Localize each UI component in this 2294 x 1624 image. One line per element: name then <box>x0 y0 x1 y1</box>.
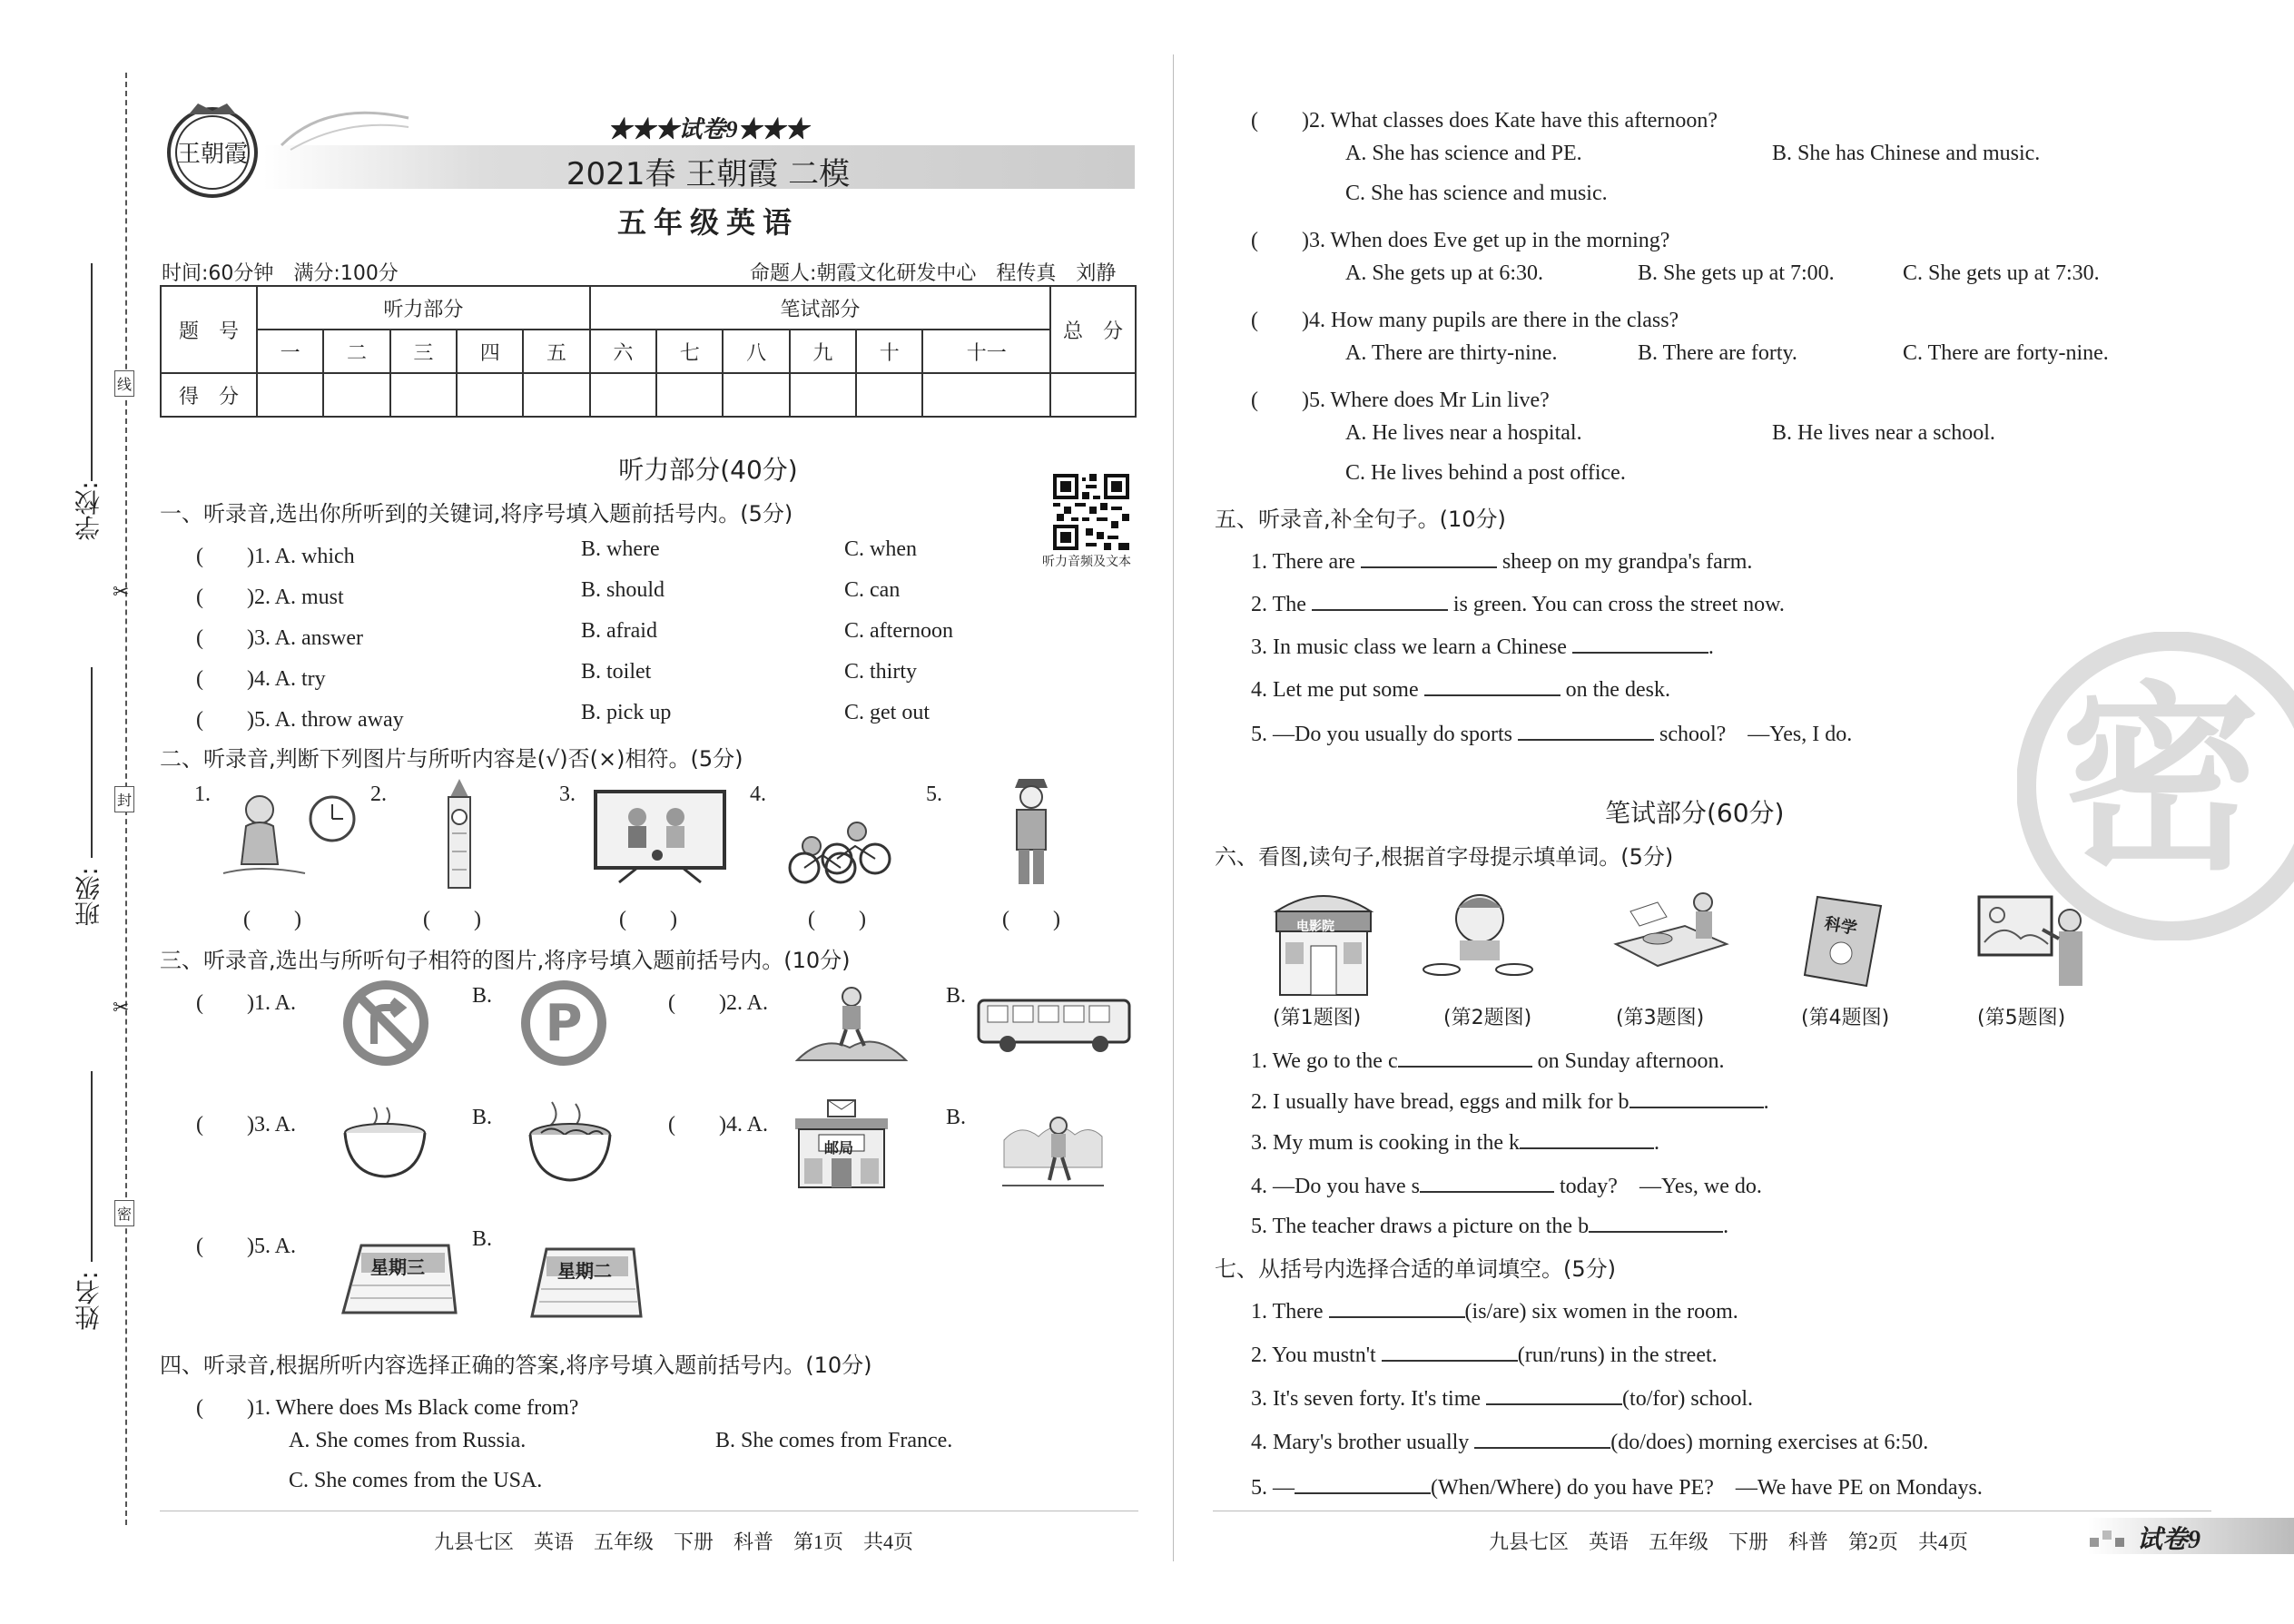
s5-line-3 <box>1251 630 1714 660</box>
cinema-picture <box>1267 886 1380 1002</box>
s7-line-5 <box>1251 1469 1983 1501</box>
s6-line-4 <box>1251 1167 1762 1199</box>
calendar-tuesday-text: 星期二 <box>557 1260 612 1282</box>
footer-right: 九县七区 英语 五年级 下册 科普 第2页 共4页 <box>1489 1530 1969 1553</box>
s6-1-pre: 1. We go to the c <box>1251 1049 1398 1073</box>
answer-blank[interactable] <box>1486 1382 1622 1405</box>
s5-1-post: sheep on my grandpa's farm. <box>1501 550 1753 574</box>
s4-q2-b: B. She has Chinese and music. <box>1772 142 2041 165</box>
s4-q1-c: C. She comes from the USA. <box>289 1469 543 1492</box>
judge-bracket-5[interactable]: ( ) <box>1002 908 1060 931</box>
num-cell: 四 <box>457 330 523 373</box>
s6-4-post: today? —Yes, we do. <box>1559 1175 1762 1198</box>
class-underline <box>91 667 93 858</box>
s7-1-post: (is/are) six women in the room. <box>1464 1300 1738 1324</box>
calendar-wednesday-text: 星期三 <box>370 1256 425 1278</box>
scissors-icon: ✂ <box>113 581 130 604</box>
watermark-char: 密 <box>2061 664 2261 897</box>
caption-5: (第5题图) <box>1977 1007 2066 1029</box>
s3-q4: ( )4. A. <box>668 1113 768 1137</box>
writing-title: 笔试部分(60分) <box>1605 798 1785 828</box>
walking-boy-picture <box>795 980 908 1068</box>
s7-2-post: (run/runs) in the street. <box>1517 1343 1718 1367</box>
q2-c: C. can <box>844 578 901 602</box>
s7-line-2 <box>1251 1338 1718 1368</box>
s5-5-pre: 5. —Do you usually do sports <box>1251 723 1512 746</box>
authors: 命题人:朝霞文化研发中心 程传真 刘静 <box>750 262 1117 285</box>
s5-5-post: school? —Yes, I do. <box>1659 723 1853 746</box>
s6-line-2 <box>1251 1085 1769 1115</box>
answer-blank[interactable] <box>1474 1425 1610 1449</box>
s7-4-post: (do/does) morning exercises at 6:50. <box>1610 1431 1929 1454</box>
answer-blank[interactable] <box>1589 1209 1723 1233</box>
s3-q3-b: B. <box>472 1106 493 1129</box>
s4-q2-a: A. She has science and PE. <box>1345 142 1582 165</box>
pic-num-3: 3. <box>559 782 576 806</box>
num-cell: 十一 <box>922 330 1050 373</box>
q5-a: ( )5. A. throw away <box>196 708 404 732</box>
answer-blank[interactable] <box>1312 587 1448 611</box>
s5-4-post: on the desk. <box>1565 678 1670 702</box>
footer-badge-squares <box>2090 1525 2133 1554</box>
answer-blank[interactable] <box>1572 630 1708 654</box>
s4-q1: ( )1. Where does Ms Black come from? <box>196 1396 579 1420</box>
s3-q1-b: B. <box>472 984 493 1008</box>
s7-line-1 <box>1251 1294 1738 1324</box>
score-cell[interactable] <box>323 373 389 417</box>
s6-3-pre: 3. My mum is cooking in the k <box>1251 1131 1520 1155</box>
zoo-man-picture <box>1002 1104 1104 1195</box>
caption-3: (第3题图) <box>1616 1007 1705 1029</box>
s3-q3: ( )3. A. <box>196 1113 296 1137</box>
s6-line-3 <box>1251 1126 1659 1156</box>
s4-q5: ( )5. Where does Mr Lin live? <box>1251 389 1550 412</box>
section-2-title: 二、听录音,判断下列图片与所听内容是(√)否(×)相符。(5分) <box>160 746 743 772</box>
answer-blank[interactable] <box>1420 1169 1554 1193</box>
section-6-title: 六、看图,读句子,根据首字母提示填单词。(5分) <box>1215 844 1674 870</box>
total-header: 总 分 <box>1050 286 1136 373</box>
seal-mark-line: 线 <box>114 370 134 397</box>
judge-bracket-1[interactable]: ( ) <box>243 908 301 931</box>
score-cell[interactable] <box>922 373 1050 417</box>
q1-a: ( )1. A. which <box>196 545 355 568</box>
q1-b: B. where <box>581 537 660 561</box>
s4-q4-c: C. There are forty-nine. <box>1903 341 2109 365</box>
score-cell[interactable] <box>390 373 457 417</box>
num-cell: 三 <box>390 330 457 373</box>
s7-4-pre: 4. Mary's brother usually <box>1251 1431 1470 1454</box>
answer-blank[interactable] <box>1629 1085 1764 1108</box>
pic-num-5: 5. <box>926 782 942 806</box>
svg-text:P: P <box>545 994 583 1053</box>
s6-5-post: . <box>1723 1215 1729 1238</box>
scissors-icon: ✂ <box>113 997 130 1019</box>
soup-bowl-picture <box>341 1104 428 1184</box>
score-cell[interactable] <box>257 373 323 417</box>
qr-caption: 听力音频及文本 <box>1042 555 1131 569</box>
caption-1: (第1题图) <box>1273 1007 1362 1029</box>
section-1-title: 一、听录音,选出你所听到的关键词,将序号填入题前括号内。(5分) <box>160 501 793 527</box>
s7-5-pre: 5. — <box>1251 1476 1295 1500</box>
s5-2-post: is green. You can cross the street now. <box>1452 593 1785 616</box>
s4-q1-a: A. She comes from Russia. <box>289 1429 527 1452</box>
listening-header: 听力部分 <box>257 286 590 330</box>
cinema-sign: 电影院 <box>1296 920 1334 934</box>
s7-3-pre: 3. It's seven forty. It's time <box>1251 1387 1482 1411</box>
s4-q3: ( )3. When does Eve get up in the morning? <box>1251 229 1670 252</box>
girl-clock-picture <box>205 782 359 886</box>
score-table <box>160 285 1137 418</box>
caption-4: (第4题图) <box>1801 1007 1890 1029</box>
s5-line-5 <box>1251 715 1852 747</box>
page-title: 2021春 王朝霞 二模 <box>566 156 851 192</box>
s6-3-post: . <box>1654 1131 1659 1155</box>
score-cell[interactable] <box>590 373 656 417</box>
tv-football-picture <box>592 788 728 891</box>
answer-blank[interactable] <box>1295 1471 1431 1494</box>
pic-num-2: 2. <box>370 782 387 806</box>
answer-blank[interactable] <box>1398 1044 1532 1068</box>
num-cell: 五 <box>523 330 589 373</box>
s3-q4-b: B. <box>946 1106 967 1129</box>
s3-q5: ( )5. A. <box>196 1235 296 1258</box>
s5-4-pre: 4. Let me put some <box>1251 678 1419 702</box>
section-7-title: 七、从括号内选择合适的单词填空。(5分) <box>1215 1256 1616 1282</box>
s4-q3-c: C. She gets up at 7:30. <box>1903 261 2100 285</box>
footer-left: 九县七区 英语 五年级 下册 科普 第1页 共4页 <box>434 1530 914 1553</box>
num-cell: 八 <box>723 330 789 373</box>
s4-q3-a: A. She gets up at 6:30. <box>1345 261 1543 285</box>
s5-1-pre: 1. There are <box>1251 550 1355 574</box>
s5-line-2 <box>1251 587 1785 617</box>
s3-q2-b: B. <box>946 984 967 1008</box>
footer-badge: 试卷9 <box>2137 1526 2201 1554</box>
s6-line-5 <box>1251 1209 1728 1239</box>
score-cell[interactable] <box>457 373 523 417</box>
answer-blank[interactable] <box>1361 545 1497 568</box>
s4-q5-b: B. He lives near a school. <box>1772 421 1995 445</box>
subject-title: 五年级英语 <box>616 205 799 240</box>
page-divider <box>1173 54 1174 1561</box>
num-cell: 一 <box>257 330 323 373</box>
s4-q5-a: A. He lives near a hospital. <box>1345 421 1582 445</box>
s6-5-pre: 5. The teacher draws a picture on the b <box>1251 1215 1590 1238</box>
q2-b: B. should <box>581 578 665 602</box>
seal-mark-seal: 封 <box>114 786 134 812</box>
score-label: 得 分 <box>161 373 257 417</box>
answer-blank[interactable] <box>1329 1294 1465 1318</box>
answer-blank[interactable] <box>1382 1338 1518 1362</box>
score-cell[interactable] <box>856 373 922 417</box>
pic-num-1: 1. <box>194 782 211 806</box>
post-office-sign: 邮局 <box>824 1139 854 1156</box>
num-cell: 二 <box>323 330 389 373</box>
s5-line-1 <box>1251 545 1752 575</box>
school-label: 学校: <box>74 481 103 541</box>
qr-code[interactable] <box>1053 474 1129 550</box>
breakfast-boy-picture <box>1420 888 1538 982</box>
s7-5-post: (When/Where) do you have PE? —We have PE on Mondays. <box>1431 1476 1983 1500</box>
s5-line-4 <box>1251 673 1670 703</box>
teacher-board-picture <box>1975 893 2093 993</box>
section-4-title: 四、听录音,根据所听内容选择正确的答案,将序号填入题前括号内。(10分) <box>160 1353 872 1378</box>
s4-q1-b: B. She comes from France. <box>715 1429 953 1452</box>
q4-b: B. toilet <box>581 660 652 684</box>
s7-1-pre: 1. There <box>1251 1300 1324 1324</box>
s6-line-1 <box>1251 1044 1725 1074</box>
s4-q2: ( )2. What classes does Kate have this afternoon? <box>1251 109 1718 133</box>
s4-q4: ( )4. How many pupils are there in the class? <box>1251 309 1679 332</box>
num-cell: 九 <box>790 330 856 373</box>
caption-2: (第2题图) <box>1443 1007 1532 1029</box>
q4-c: C. thirty <box>844 660 918 684</box>
judge-bracket-2[interactable]: ( ) <box>423 908 481 931</box>
s6-1-post: on Sunday afternoon. <box>1537 1049 1725 1073</box>
science-book-title: 科学 <box>1823 914 1859 939</box>
score-cell[interactable] <box>656 373 723 417</box>
s7-3-post: (to/for) school. <box>1622 1387 1754 1411</box>
section-3-title: 三、听录音,选出与所听句子相符的图片,将序号填入题前括号内。(10分) <box>160 948 851 973</box>
q3-a: ( )3. A. answer <box>196 626 363 650</box>
q2-a: ( )2. A. must <box>196 586 344 609</box>
section-5-title: 五、听录音,补全句子。(10分) <box>1215 507 1506 532</box>
judge-bracket-4[interactable]: ( ) <box>808 908 866 931</box>
s7-line-4 <box>1251 1425 1928 1455</box>
s4-q3-b: B. She gets up at 7:00. <box>1638 261 1835 285</box>
q4-a: ( )4. A. try <box>196 667 326 691</box>
answer-blank[interactable] <box>1520 1126 1654 1149</box>
class-label: 班级: <box>74 867 103 927</box>
answer-blank[interactable] <box>1518 717 1654 741</box>
s4-q4-b: B. There are forty. <box>1638 341 1797 365</box>
pic-num-4: 4. <box>750 782 766 806</box>
s4-q2-c: C. She has science and music. <box>1345 182 1608 205</box>
s6-2-pre: 2. I usually have bread, eggs and milk for b <box>1251 1090 1629 1114</box>
kitchen-cooking-picture <box>1612 890 1730 984</box>
time-info: 时间:60分钟 满分:100分 <box>162 262 399 285</box>
num-cell: 六 <box>590 330 656 373</box>
s5-3-post: . <box>1708 635 1714 659</box>
name-label: 姓名: <box>74 1271 103 1331</box>
judge-bracket-3[interactable]: ( ) <box>619 908 677 931</box>
q3-c: C. afternoon <box>844 619 953 643</box>
score-cell[interactable] <box>790 373 856 417</box>
s3-q5-b: B. <box>472 1227 493 1251</box>
num-cell: 十 <box>856 330 922 373</box>
writing-header: 笔试部分 <box>590 286 1050 330</box>
noodles-bowl-picture <box>525 1098 615 1187</box>
q5-c: C. get out <box>844 701 930 724</box>
bus-picture <box>975 997 1133 1058</box>
name-underline <box>91 1071 93 1262</box>
paper-badge: ★★★试卷9★★★ <box>607 116 809 143</box>
clock-tower-picture <box>432 779 487 895</box>
q3-b: B. afraid <box>581 619 657 643</box>
s4-q4-a: A. There are thirty-nine. <box>1345 341 1558 365</box>
parking-sign <box>519 979 608 1071</box>
cycling-picture <box>784 786 893 890</box>
q5-b: B. pick up <box>581 701 672 724</box>
no-right-turn-sign <box>341 979 430 1071</box>
science-book-picture <box>1801 893 1885 993</box>
s3-q2: ( )2. A. <box>668 991 768 1015</box>
s4-q5-c: C. He lives behind a post office. <box>1345 461 1626 485</box>
score-cell[interactable] <box>523 373 589 417</box>
num-cell: 七 <box>656 330 723 373</box>
s6-2-post: . <box>1763 1090 1769 1114</box>
seal-mark-secret: 密 <box>114 1200 134 1226</box>
listening-title: 听力部分(40分) <box>618 455 798 485</box>
police-officer-picture <box>1004 775 1058 893</box>
q1-c: C. when <box>844 537 917 561</box>
school-underline <box>91 263 93 481</box>
score-cell[interactable] <box>1050 373 1136 417</box>
s5-3-pre: 3. In music class we learn a Chinese <box>1251 635 1567 659</box>
s7-line-3 <box>1251 1382 1753 1412</box>
s7-2-pre: 2. You mustn't <box>1251 1343 1376 1367</box>
s5-2-pre: 2. The <box>1251 593 1306 616</box>
s3-q1: ( )1. A. <box>196 991 296 1015</box>
score-cell[interactable] <box>723 373 789 417</box>
row-label: 题 号 <box>161 286 257 373</box>
s6-4-pre: 4. —Do you have s <box>1251 1175 1420 1198</box>
svg-text:王朝霞: 王朝霞 <box>176 141 249 168</box>
answer-blank[interactable] <box>1424 673 1561 696</box>
